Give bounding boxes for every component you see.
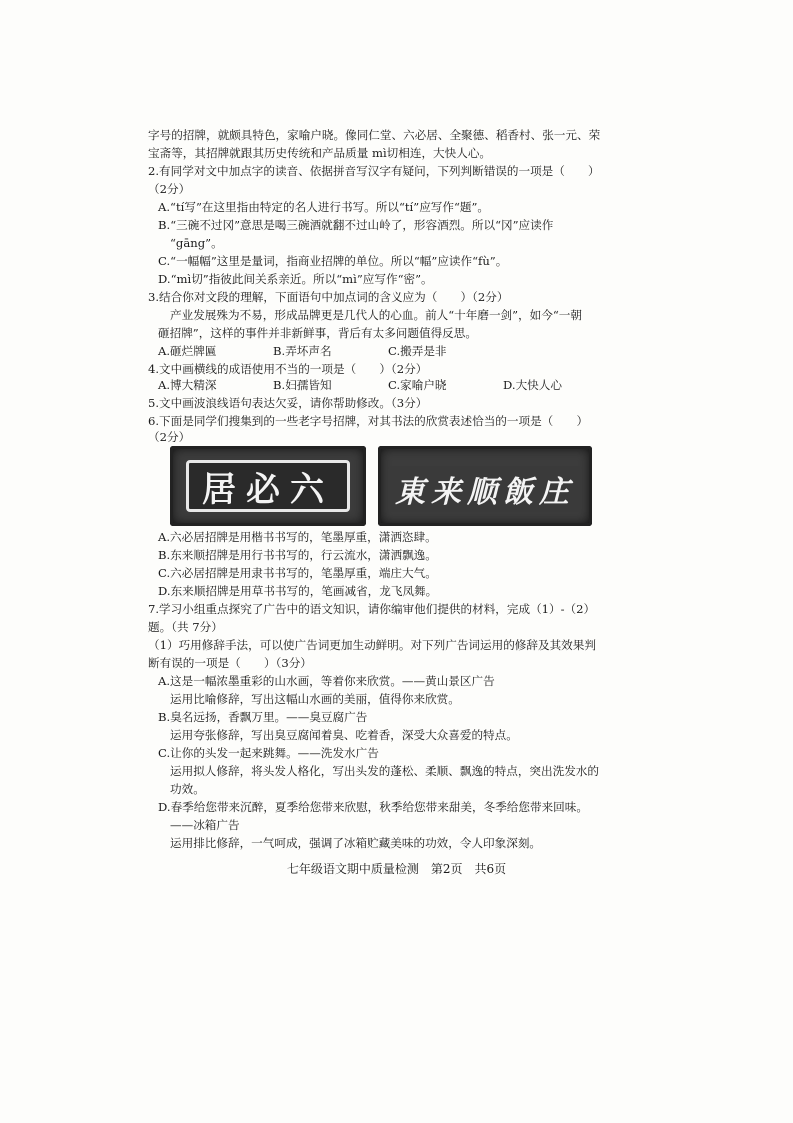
question-5: 5.文中画波浪线语句表达欠妥，请你帮助修改。（3分） (148, 396, 428, 410)
plaque-text-liubiju: 居必六 (202, 469, 334, 510)
q2-option-a: A.“tí写”在这里指由特定的名人进行书写。所以“tí”应写作“题”。 (158, 200, 490, 214)
q3-options (158, 344, 618, 359)
question-7-1: （1）巧用修辞手法，可以使广告词更加生动鲜明。对下列广告词运用的修辞及其效果判 (148, 638, 596, 652)
q4-option: C.家喻户晓 (388, 378, 447, 392)
q7-option-d: D.春季给您带来沉醉，夏季给您带来欣慰，秋季给您带来甜美，冬季给您带来回味。 (158, 800, 588, 814)
q2-option-c: C.“一幅幅”这里是量词，指商业招牌的单位。所以“幅”应读作“fù”。 (158, 254, 508, 268)
q6-option-a: A.六必居招牌是用楷书书写的，笔墨厚重，潇洒恣肆。 (158, 530, 437, 544)
question-7-1-cont: 断有误的一项是（ ）（3分） (148, 656, 312, 670)
passage-line-1: 字号的招牌，就颇具特色，家喻户晓。像同仁堂、六必居、全聚德、稻香村、张一元、荣 (148, 128, 601, 142)
question-7-score: 题。（共 7分） (148, 620, 223, 634)
q7-option-c-desc-cont: 功效。 (170, 782, 205, 796)
q7-option-b: B.臭名远扬，香飘万里。——臭豆腐广告 (158, 710, 368, 724)
question-2-score: （2分） (148, 182, 191, 196)
q6-option-d: D.东来顺招牌是用草书书写的，笔画减省，龙飞凤舞。 (158, 584, 438, 598)
q4-option: B.妇孺皆知 (273, 378, 332, 392)
q7-option-d-source: ——冰箱广告 (170, 818, 240, 832)
plaque-text-donglaishun: 東来顺飯庄 (395, 475, 575, 510)
q3-option: B.弄坏声名 (273, 344, 332, 358)
question-6-score: （2分） (148, 430, 191, 444)
plaque-image-liubiju (170, 446, 366, 526)
page-footer: 七年级语文期中质量检测 第2页 共6页 (286, 862, 507, 876)
q4-options (158, 378, 618, 393)
question-7: 7.学习小组重点探究了广告中的语文知识，请你编审他们提供的材料，完成（1）-（2） (148, 602, 596, 616)
q7-option-a: A.这是一幅浓墨重彩的山水画，等着你来欣赏。——黄山景区广告 (158, 674, 495, 688)
q2-option-b-cont: “gāng”。 (170, 236, 223, 250)
passage-line-2: 宝斋等，其招牌就跟其历史传统和产品质量 mì切相连，大快人心。 (148, 146, 492, 160)
q4-option: A.博大精深 (158, 378, 217, 392)
q6-option-b: B.东来顺招牌是用行书书写的，行云流水，潇洒飘逸。 (158, 548, 437, 562)
q7-option-b-desc: 运用夸张修辞，写出臭豆腐闻着臭、吃着香，深受大众喜爱的特点。 (170, 728, 518, 742)
q6-option-c: C.六必居招牌是用隶书书写的，笔墨厚重，端庄大气。 (158, 566, 437, 580)
question-6: 6.下面是同学们搜集到的一些老字号招牌，对其书法的欣赏表述恰当的一项是（ ） (148, 414, 589, 428)
q7-option-c-desc: 运用拟人修辞，将头发人格化，写出头发的蓬松、柔顺、飘逸的特点，突出洗发水的 (170, 764, 599, 778)
question-4: 4.文中画横线的成语使用不当的一项是（ ）（2分） (148, 362, 428, 376)
q4-option: D.大快人心 (503, 378, 562, 392)
question-3: 3.结合你对文段的理解，下面语句中加点词的含义应为（ ）（2分） (148, 290, 509, 304)
q7-option-d-desc: 运用排比修辞，一气呵成，强调了冰箱贮藏美味的功效，令人印象深刻。 (170, 836, 542, 850)
q7-option-c: C.让你的头发一起来跳舞。——洗发水广告 (158, 746, 379, 760)
q7-option-a-desc: 运用比喻修辞，写出这幅山水画的美丽，值得你来欣赏。 (170, 692, 460, 706)
q2-option-d: D.“mì切”指彼此间关系亲近。所以“mì”应写作“密”。 (158, 272, 433, 286)
q3-option: A.砸烂牌匾 (158, 344, 217, 358)
q3-passage-1: 产业发展殊为不易，形成品牌更是几代人的心血。前人“十年磨一剑”，如今“一朝 (170, 308, 582, 322)
question-2: 2.有同学对文中加点字的读音、依据拼音写汉字有疑问，下列判断错误的一项是（ ） (148, 164, 600, 178)
plaque-image-donglaishun (378, 446, 592, 526)
q3-option: C.搬弄是非 (388, 344, 447, 358)
q3-passage-2: 砸招牌”，这样的事件并非新鲜事，背后有太多问题值得反思。 (158, 326, 477, 340)
q2-option-b: B.“三碗不过冈”意思是喝三碗酒就翻不过山岭了，形容酒烈。所以“冈”应读作 (158, 218, 554, 232)
